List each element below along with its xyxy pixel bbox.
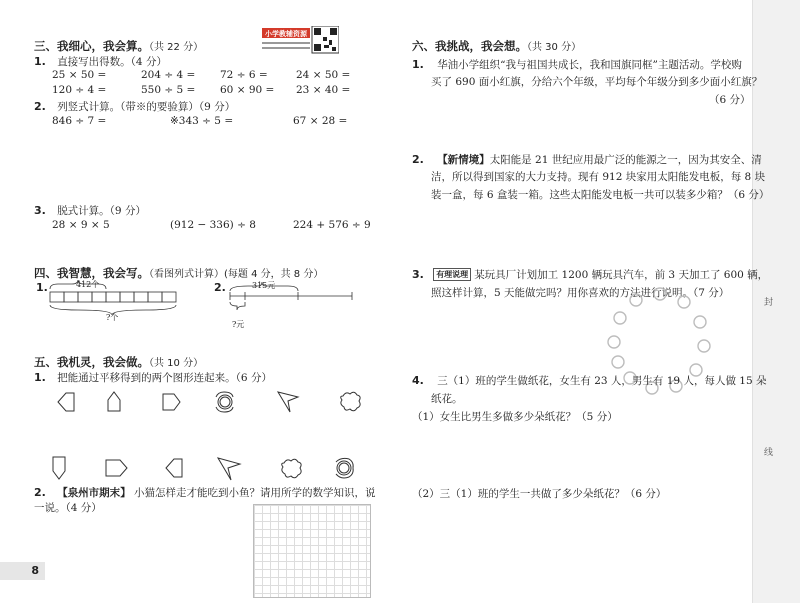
section6-q2-line2: 洁，所以得到国家的大力支持。现有 912 块家用太阳能发电板，每 8 块 xyxy=(431,171,766,183)
calc-item: 550 ÷ 5 = xyxy=(141,84,196,96)
section5-points: （共 10 分） xyxy=(149,358,204,369)
section6-q4-sub2: （2）三（1）班的学生一共做了多少朵纸花？（6 分） xyxy=(412,488,667,500)
seal-mark: 封 xyxy=(764,298,774,308)
section3-heading xyxy=(34,38,203,54)
section6-points: （共 30 分） xyxy=(527,42,582,53)
section4-q1-number: 1. xyxy=(36,281,48,294)
calc-item: 23 × 40 = xyxy=(296,84,351,96)
section6-q1-points: （6 分） xyxy=(709,94,751,106)
section6-q2-line3: 装一盒，每 6 盒装一箱。这些太阳能发电板一共可以装多少箱？（6 分） xyxy=(431,189,770,201)
calc-item: 204 ÷ 4 = xyxy=(141,69,196,81)
section3-points: （共 22 分） xyxy=(149,42,204,53)
section6-q4-sub1: （1）女生比男生多做多少朵纸花？（5 分） xyxy=(412,411,618,423)
bar-diagram-1 xyxy=(48,278,198,326)
section3-q2: 2. 列竖式计算。（带※的要验算）（9 分） xyxy=(34,100,236,113)
stepwise-calc-item: 224 + 576 ÷ 9 xyxy=(293,219,371,231)
page-number: 8 xyxy=(31,564,39,577)
calc-item: 60 × 90 = xyxy=(220,84,275,96)
section6-q1: 1. 华油小学组织“我与祖国共成长，我和国旗同框”主题活动。学校购 xyxy=(412,58,742,71)
calc-item: 25 × 50 = xyxy=(52,69,107,81)
vertical-calc-item: 846 ÷ 7 = xyxy=(52,115,107,127)
shapes-row-bottom xyxy=(48,454,378,484)
section6-heading xyxy=(412,38,581,54)
section6-q3-line2: 照这样计算，5 天能做完吗？用你喜欢的方法进行说明。（7 分） xyxy=(431,287,730,299)
binding-margin xyxy=(752,0,800,603)
diagram2-unknown-label: ?元 xyxy=(232,320,245,329)
svg-text:小学教辅资源: 小学教辅资源 xyxy=(265,30,307,38)
section6-q3: 3. 有理说理 某玩具厂计划加工 1200 辆玩具汽车，前 3 天加工了 600 辆， xyxy=(412,268,769,281)
section5-q2-cont: 一说。（4 分） xyxy=(34,502,102,514)
line-diagram-2 xyxy=(228,280,358,328)
section3-title: 三、我细心，我会算。 xyxy=(34,39,149,53)
stepwise-calc-item: 28 × 9 × 5 xyxy=(52,219,110,231)
diagram1-total-label: 412个 xyxy=(76,280,100,289)
calc-item: 72 ÷ 6 = xyxy=(220,69,268,81)
vertical-calc-item: ※343 ÷ 5 = xyxy=(170,115,234,127)
page-number-tab xyxy=(0,562,45,580)
publisher-logo xyxy=(262,26,339,56)
stepwise-calc-item: (912 − 336) ÷ 8 xyxy=(170,219,256,231)
exam-source-tag: 泉州市期末 xyxy=(67,487,121,499)
section3-q3: 3. 脱式计算。（9 分） xyxy=(34,204,146,217)
new-context-tag: 【新情境】 xyxy=(437,154,490,166)
maze-grid xyxy=(253,504,371,598)
section5-q1: 1. 把能通过平移得到的两个图形连起来。（6 分） xyxy=(34,371,272,384)
section4-q2-number: 2. xyxy=(214,281,226,294)
section6-q2: 2. 【新情境】太阳能是 21 世纪应用最广泛的能源之一，因为其安全、清 xyxy=(412,153,762,166)
section5-q2: 2. 【泉州市期末】 小猫怎样走才能吃到小鱼？请用所学的数学知识，说 xyxy=(34,486,376,499)
calc-item: 24 × 50 = xyxy=(296,69,351,81)
section4-title: 四、我智慧，我会写。 xyxy=(34,266,149,280)
diagram1-unknown-label: ?个 xyxy=(106,313,119,322)
calc-item: 120 ÷ 4 = xyxy=(52,84,107,96)
section5-heading xyxy=(34,354,203,370)
section6-q4-line2: 纸花。 xyxy=(431,393,463,405)
vertical-calc-item: 67 × 28 = xyxy=(293,115,348,127)
reasoning-tag: 有理说理 xyxy=(433,268,471,281)
section3-q1: 1. 直接写出得数。（4 分） xyxy=(34,55,167,68)
diagram2-total-label: 315元 xyxy=(252,281,276,290)
section5-title: 五、我机灵，我会做。 xyxy=(34,355,149,369)
line-mark: 线 xyxy=(764,448,774,458)
section6-title: 六、我挑战，我会想。 xyxy=(412,39,527,53)
section4-points: （看图列式计算）(每题 4 分，共 8 分） xyxy=(149,269,324,280)
shapes-row-top xyxy=(48,388,378,416)
section6-q4: 4. 三（1）班的学生做纸花，女生有 23 人，男生有 19 人，每人做 15 朵 xyxy=(412,374,767,387)
section6-q1-line2: 买了 690 面小红旗，分给六个年级，平均每个年级分到多少面小红旗？ xyxy=(431,76,763,88)
